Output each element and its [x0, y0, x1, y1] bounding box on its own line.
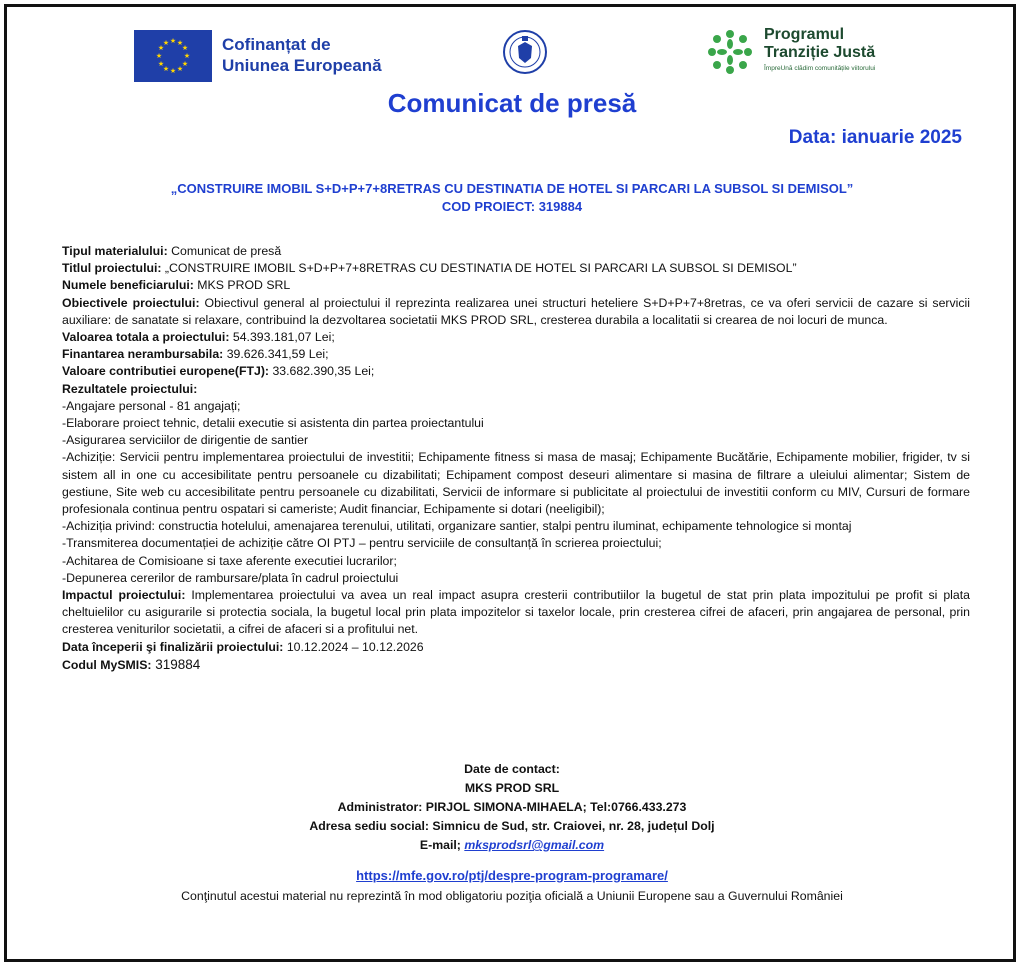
svg-text:★: ★: [181, 60, 189, 68]
list-item: -Depunerea cererilor de rambursare/plata în cadrul proiectului: [62, 570, 399, 585]
objectives-row: Obiectivele proiectului: Obiectivul general al proiectului il reprezinta realizarea unei structuri heteliere S+D+P+7+8retras, ce va oferi servicii de cazare si servicii auxiliare: de sanatate si relaxare, contribuind la dezvoltarea societatii MKS PROD SRL, cresterea durabila a localitatii si crearea de noi locuri de munca.: [62, 295, 971, 327]
project-heading: [0, 180, 1024, 216]
list-item: -Transmiterea documentației de achiziție către OI PTJ – pentru serviciile de consultanță în scrierea proiectului;: [62, 536, 662, 551]
contact-administrator: Administrator: PIRJOL SIMONA-MIHAELA; Tel:0766.433.273: [337, 800, 687, 814]
document-body: [62, 243, 970, 674]
ptj-flower-logo: [704, 26, 756, 78]
svg-text:★: ★: [169, 37, 177, 45]
eu-contribution-row: Valoare contributiei europene(FTJ): 33.682.390,35 Lei;: [62, 364, 375, 379]
dates-row: Data începerii şi finalizării proiectului: 10.12.2024 – 10.12.2026: [62, 639, 424, 654]
eu-cofinancing-text: Cofinanțat de Uniunea Europeană: [222, 35, 382, 75]
list-item: -Achitarea de Comisioane si taxe aferente executiei lucrarilor;: [62, 553, 397, 568]
email-link[interactable]: mksprodsrl@gmail.com: [464, 838, 605, 852]
list-item: -Asigurarea serviciilor de dirigentie de santier: [62, 433, 309, 448]
non-refundable-row: Finantarea nerambursabila: 39.626.341,59 Lei;: [62, 347, 329, 362]
program-website-link[interactable]: https://mfe.gov.ro/ptj/despre-program-programare/: [356, 868, 668, 883]
total-value-row: Valoarea totala a proiectului: 54.393.181,07 Lei;: [62, 330, 335, 345]
project-title-row: Titlul proiectului: „CONSTRUIRE IMOBIL S+D+P+7+8RETRAS CU DESTINATIA DE HOTEL SI PARCARI LA SUBSOL SI DEMISOL”: [62, 261, 797, 276]
results-heading: Rezultatele proiectului:: [62, 381, 198, 396]
contact-company: MKS PROD SRL: [464, 781, 560, 795]
contact-block: [0, 760, 1024, 855]
svg-text:★: ★: [176, 65, 184, 73]
project-heading-code: COD PROIECT: 319884: [441, 199, 583, 214]
contact-address: Adresa sediu social: Simnicu de Sud, str. Craiovei, nr. 28, județul Dolj: [309, 819, 715, 833]
svg-text:★: ★: [157, 44, 165, 52]
list-item: -Achiziție: Servicii pentru implementarea proiectului de investitii; Echipamente fitness si masa de masaj; Echipamente Bucătărie, Echipamente mobilier, frigider, tv si sistem all in one cu accesibilitate pentru persoanele cu dizabilitati; Echipament compost deseuri alimentare si masina de filtrare a uleiului alimentar; Sistem de gestiune, Site web cu accesibilitate pentru persoanele cu dizabilitati, Servicii de informare si publicitate al proiectului de investitii conform cu MIV, Cursuri de formare profesionala continua pentru ospatari si cameriste; Audit financiar, Echipamente si dotari (neeligibil);: [62, 450, 970, 517]
disclaimer-text: Conţinutul acestui material nu reprezintă în mod obligatoriu poziţia oficială a Uniunii Europene sau a Guvernului României: [181, 889, 843, 903]
romanian-government-seal-logo: [502, 24, 548, 80]
press-release-date: Data: ianuarie 2025: [788, 127, 962, 148]
contact-heading: Date de contact:: [464, 762, 560, 776]
contact-email-row: E-mail; mksprodsrl@gmail.com: [419, 838, 605, 852]
mysmis-row: Codul MySMIS: 319884: [62, 656, 201, 672]
list-item: -Angajare personal - 81 angajați;: [62, 398, 241, 413]
svg-text:★: ★: [162, 65, 170, 73]
eu-flag-logo: [134, 30, 212, 82]
svg-text:★: ★: [176, 39, 184, 47]
svg-text:★: ★: [155, 52, 163, 60]
page-title: Comunicat de presă: [387, 88, 637, 118]
material-type-row: Tipul materialului: Comunicat de presă: [62, 244, 282, 258]
impact-row: Impactul proiectului: Implementarea proiectului va avea un real impact asupra cresterii contributiilor la bugetul de stat prin plata impozitului pe profit si plata cheltuielilor cu asigurarile si protectia sociala, la bugetul local prin plata impozitelor si taxelor locale, prin cresterea cifrei de afaceri, prin angajarea de personal, prin cresterea veniturilor societatii, a cifrei de afaceri si a profitului net.: [62, 588, 970, 637]
svg-text:★: ★: [169, 67, 177, 75]
ptj-program-title: Programul Tranziție Justă: [764, 26, 876, 61]
svg-text:★: ★: [162, 39, 170, 47]
svg-text:★: ★: [157, 60, 165, 68]
ptj-tagline: ÎmpreUnă clădim comunitățile viitorului: [764, 65, 876, 72]
beneficiary-row: Numele beneficiarului: MKS PROD SRL: [62, 278, 291, 293]
project-heading-title: „CONSTRUIRE IMOBIL S+D+P+7+8RETRAS CU DESTINATIA DE HOTEL SI PARCARI LA SUBSOL SI DEMISOL”: [170, 181, 854, 196]
list-item: -Elaborare proiect tehnic, detalii executie si asistenta din partea proiectantului: [62, 416, 484, 431]
svg-text:★: ★: [181, 44, 189, 52]
svg-text:★: ★: [183, 52, 191, 60]
list-item: -Achiziția privind: constructia hotelului, amenajarea terenului, utilitati, organizare santier, stalpi pentru iluminat, echipamente tehnologice si montaj: [62, 519, 852, 534]
